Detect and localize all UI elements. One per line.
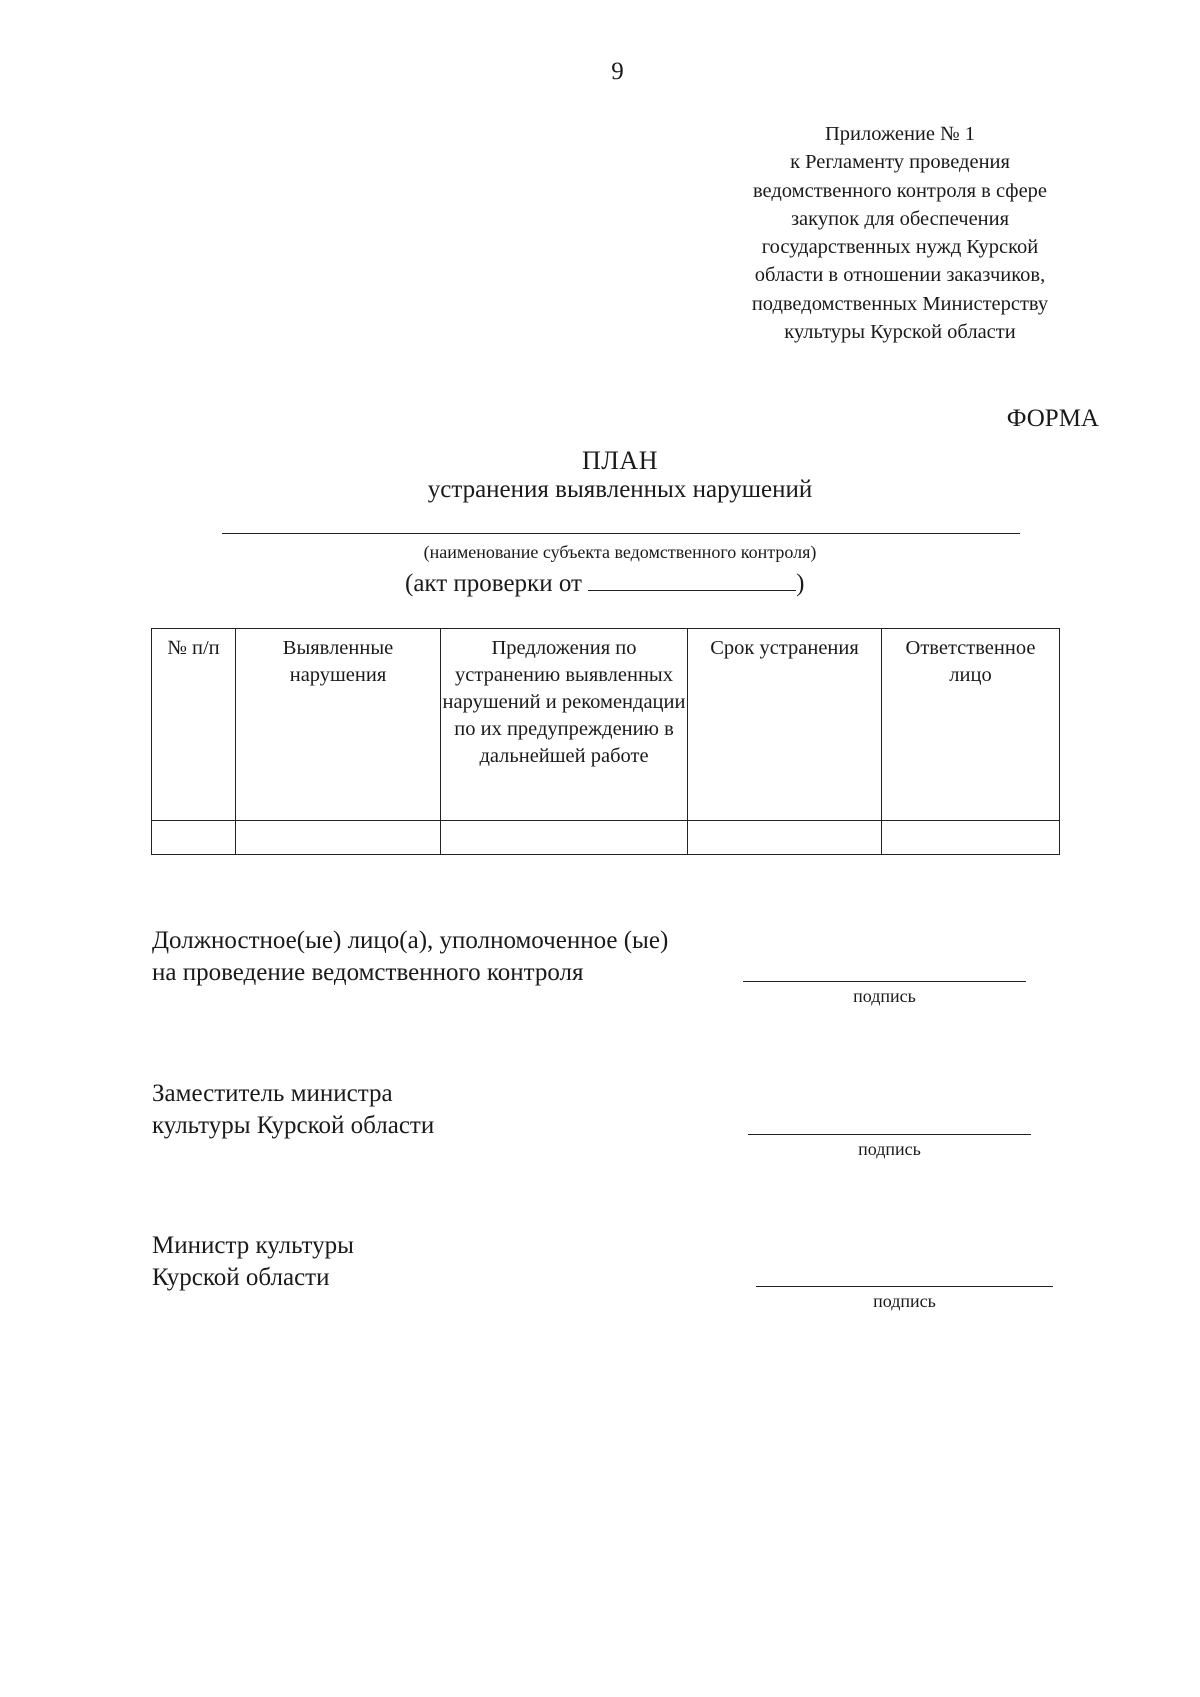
appendix-line: культуры Курской области (784, 321, 1016, 344)
signature-caption: подпись (858, 1139, 921, 1159)
signatory-label-line: Курской области (152, 1264, 330, 1291)
appendix-line: Приложение № 1 (824, 123, 976, 145)
signatory-deputy-minister-label (152, 1078, 434, 1142)
signatory-label-line: Министр культуры (152, 1232, 354, 1259)
signature-line-official[interactable] (743, 981, 1026, 982)
act-prefix: (акт проверки от (405, 570, 582, 597)
subject-name-caption: (наименование субъекта ведомственного контроля) (423, 542, 817, 562)
page-number: 9 (611, 58, 624, 85)
plan-title: ПЛАН (582, 446, 658, 475)
signatory-label-line: Заместитель министра (152, 1080, 393, 1107)
plan-subtitle: устранения выявленных нарушений (427, 476, 813, 503)
act-reference (405, 568, 805, 598)
appendix-line: подведомственных Министерству (751, 292, 1049, 315)
column-header-deadline: Срок устранения (688, 629, 882, 821)
signature-caption: подпись (853, 986, 916, 1006)
appendix-reference (710, 120, 1090, 346)
table-cell[interactable] (882, 821, 1060, 855)
signature-caption: подпись (873, 1291, 936, 1311)
act-suffix: ) (796, 570, 805, 597)
signatory-label-line: на проведение ведомственного контроля (152, 959, 584, 986)
appendix-line: государственных нужд Курской (761, 236, 1039, 259)
violations-plan-table (151, 628, 1060, 855)
subject-name-field[interactable] (222, 533, 1020, 534)
appendix-line: к Регламенту проведения (790, 151, 1010, 174)
column-header-violations: Выявленные нарушения (236, 629, 441, 821)
signature-line-minister[interactable] (756, 1286, 1053, 1287)
appendix-line: закупок для обеспечения (790, 207, 1010, 230)
act-date-field[interactable] (588, 568, 796, 591)
signature-line-deputy-minister[interactable] (748, 1134, 1031, 1135)
table-cell[interactable] (441, 821, 688, 855)
signatory-minister-label (152, 1230, 354, 1294)
signatory-label-line: культуры Курской области (152, 1112, 435, 1139)
column-header-proposals: Предложения по устранению выявленных нарушений и рекомендации по их предупреждению в дальнейшей работе (441, 629, 688, 821)
column-header-number: № п/п (152, 629, 236, 821)
form-label: ФОРМА (1006, 405, 1099, 432)
signatory-official-label (152, 925, 668, 989)
appendix-line: ведомственного контроля в сфере (752, 179, 1048, 202)
table-header-row (152, 629, 1060, 821)
appendix-line: области в отношении заказчиков, (754, 264, 1046, 287)
column-header-responsible: Ответственное лицо (882, 629, 1060, 821)
table-cell[interactable] (236, 821, 441, 855)
table-row (152, 821, 1060, 855)
signatory-label-line: Должностное(ые) лицо(а), уполномоченное (ые) (152, 927, 669, 954)
table-cell[interactable] (688, 821, 882, 855)
table-cell[interactable] (152, 821, 236, 855)
